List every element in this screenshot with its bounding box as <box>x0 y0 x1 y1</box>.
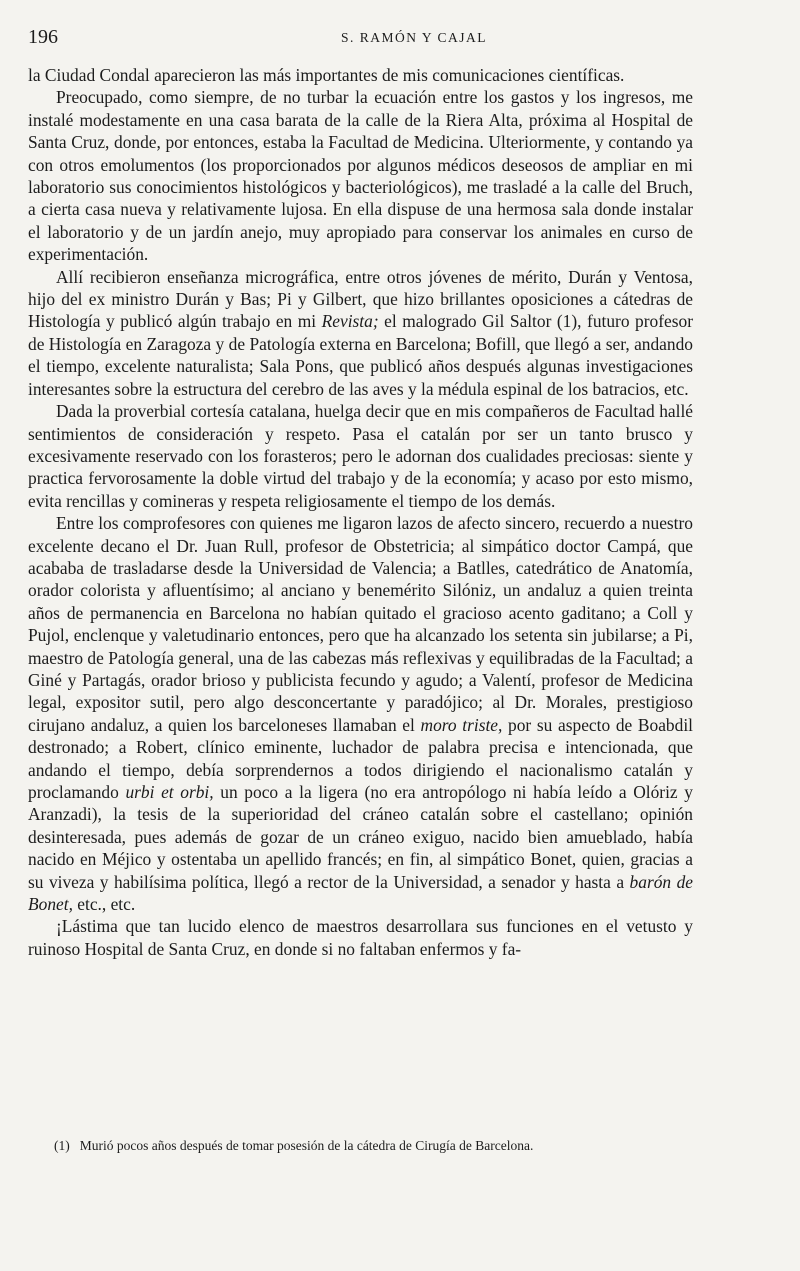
paragraph <box>28 86 693 265</box>
running-head: S. RAMÓN Y CAJAL <box>340 30 487 45</box>
footnote-text: Murió pocos años después de tomar posesión de la cátedra de Cirugía de Barcelona. <box>79 1138 534 1153</box>
paragraph-text: Allí recibieron enseñanza micrográfica, entre otros jóvenes de mérito, Durán y Ventosa, hijo del ex ministro Durán y Bas; Pi y Gilbert, que hizo brillantes oposiciones a cátedras de Histología y publicó algún trabajo en mi <box>28 266 693 332</box>
page-header <box>28 24 752 54</box>
body-text <box>28 64 693 960</box>
paragraph <box>28 512 693 915</box>
paragraph-text: el malogrado Gil Saltor (1), futuro profesor de Histología en Zaragoza y de Patología externa en Barcelona; Bofill, que llegó a ser, andando el tiempo, excelente naturalista; Sala Pons, que publicó años después algunas investigaciones interesantes sobre la estructura del cerebro de las aves y la médula espinal de los batracios, etc. <box>28 311 693 399</box>
paragraph-text: Dada la proverbial cortesía catalana, huelga decir que en mis compañeros de Facultad hallé sentimientos de consideración y respeto. Pasa el catalán por ser un tanto brusco y excesivamente reservado con los forasteros; pero le adornan dos cualidades preciosas: siente y practica fervorosamente la doble virtud del trabajo y de la economía; y acaso por esto mismo, evita rencillas y comineras y respeta religiosamente el tiempo de los demás. <box>28 401 693 511</box>
paragraph <box>28 266 693 400</box>
paragraph <box>28 400 693 512</box>
paragraph-text: por su aspecto de Boabdil destronado; a Robert, clínico eminente, luchador de palabra precisa e intencionada, que andando el tiempo, debía sorprendernos a todos dirigiendo el nacionalismo catalán y proclamando <box>28 714 693 802</box>
italic-text: urbi et orbi, <box>125 782 214 802</box>
page-number: 196 <box>28 26 58 48</box>
paragraph-text: etc., etc. <box>72 894 136 915</box>
paragraph-text: Preocupado, como siempre, de no turbar la ecuación entre los gastos y los ingresos, me instalé modestamente en una casa barata de la calle de la Riera Alta, próxima al Hospital de Santa Cruz, donde, por entonces, estaba la Facultad de Medicina. Ulteriormente, y contando ya con otros emolumentos (los proporcionados por algunos médicos deseosos de ampliar en mi laboratorio sus conocimientos histológicos y bacteriológicos), me trasladé a la calle del Bruch, a cierta casa nueva y relativamente lujosa. En ella dispuse de una hermosa sala donde instalar el laboratorio y de un jardín anejo, muy apropiado para conservar los animales en curso de experimentación. <box>28 87 693 265</box>
footnote-mark: (1) <box>54 1138 70 1153</box>
paragraph-text: un poco a la ligera (no era antropólogo ni había leído a Olóriz y Aranzadi), la tesis de la superioridad del cráneo catalán sobre el castellano; opinión desinteresada, pues además de gozar de un cráneo exiguo, nacido bien amueblado, había nacido en Méjico y ostentaba un apellido francés; en fin, al simpático Bonet, quien, gracias a su viveza y habilísima política, llegó a rector de la Universidad, a senador y hasta a <box>28 782 693 892</box>
italic-text: moro triste, <box>420 714 503 735</box>
paragraph <box>28 64 693 86</box>
paragraph-text: Entre los comprofesores con quienes me ligaron lazos de afecto sincero, recuerdo a nuestro excelente decano el Dr. Juan Rull, profesor de Obstetricia; al simpático doctor Campá, que acababa de trasladarse desde la Universidad de Valencia; a Batlles, catedrático de Anatomía, orador colorista y afluentísimo; al anciano y benemérito Silóniz, un andaluz a quien treinta años de permanencia en Barcelona no habían quitado el gracioso acento gaditano; a Coll y Pujol, enclenque y valetudinario entonces, pero que ha alcanzado los setenta sin jubilarse; a Pi, maestro de Patología general, una de las cabezas más reflexivas y equilibradas de la Facultad; a Giné y Partagás, orador brioso y publicista fecundo y agudo; a Valentí, profesor de Medicina legal, expositor sutil, pero algo desconcertante y paradójico; al Dr. Morales, prestigioso cirujano andaluz, a quien los barceloneses llamaban el <box>28 513 693 735</box>
footnote <box>28 1137 693 1155</box>
italic-text: Revista; <box>321 311 379 332</box>
paragraph-text: la Ciudad Condal aparecieron las más importantes de mis comunicaciones científicas. <box>28 65 625 85</box>
paragraph-text: ¡Lástima que tan lucido elenco de maestros desarrollara sus funciones en el vetusto y ruinoso Hospital de Santa Cruz, en donde si no faltaban enfermos y fa- <box>28 916 693 959</box>
paragraph <box>28 915 693 960</box>
italic-text: barón de Bonet, <box>28 871 693 915</box>
